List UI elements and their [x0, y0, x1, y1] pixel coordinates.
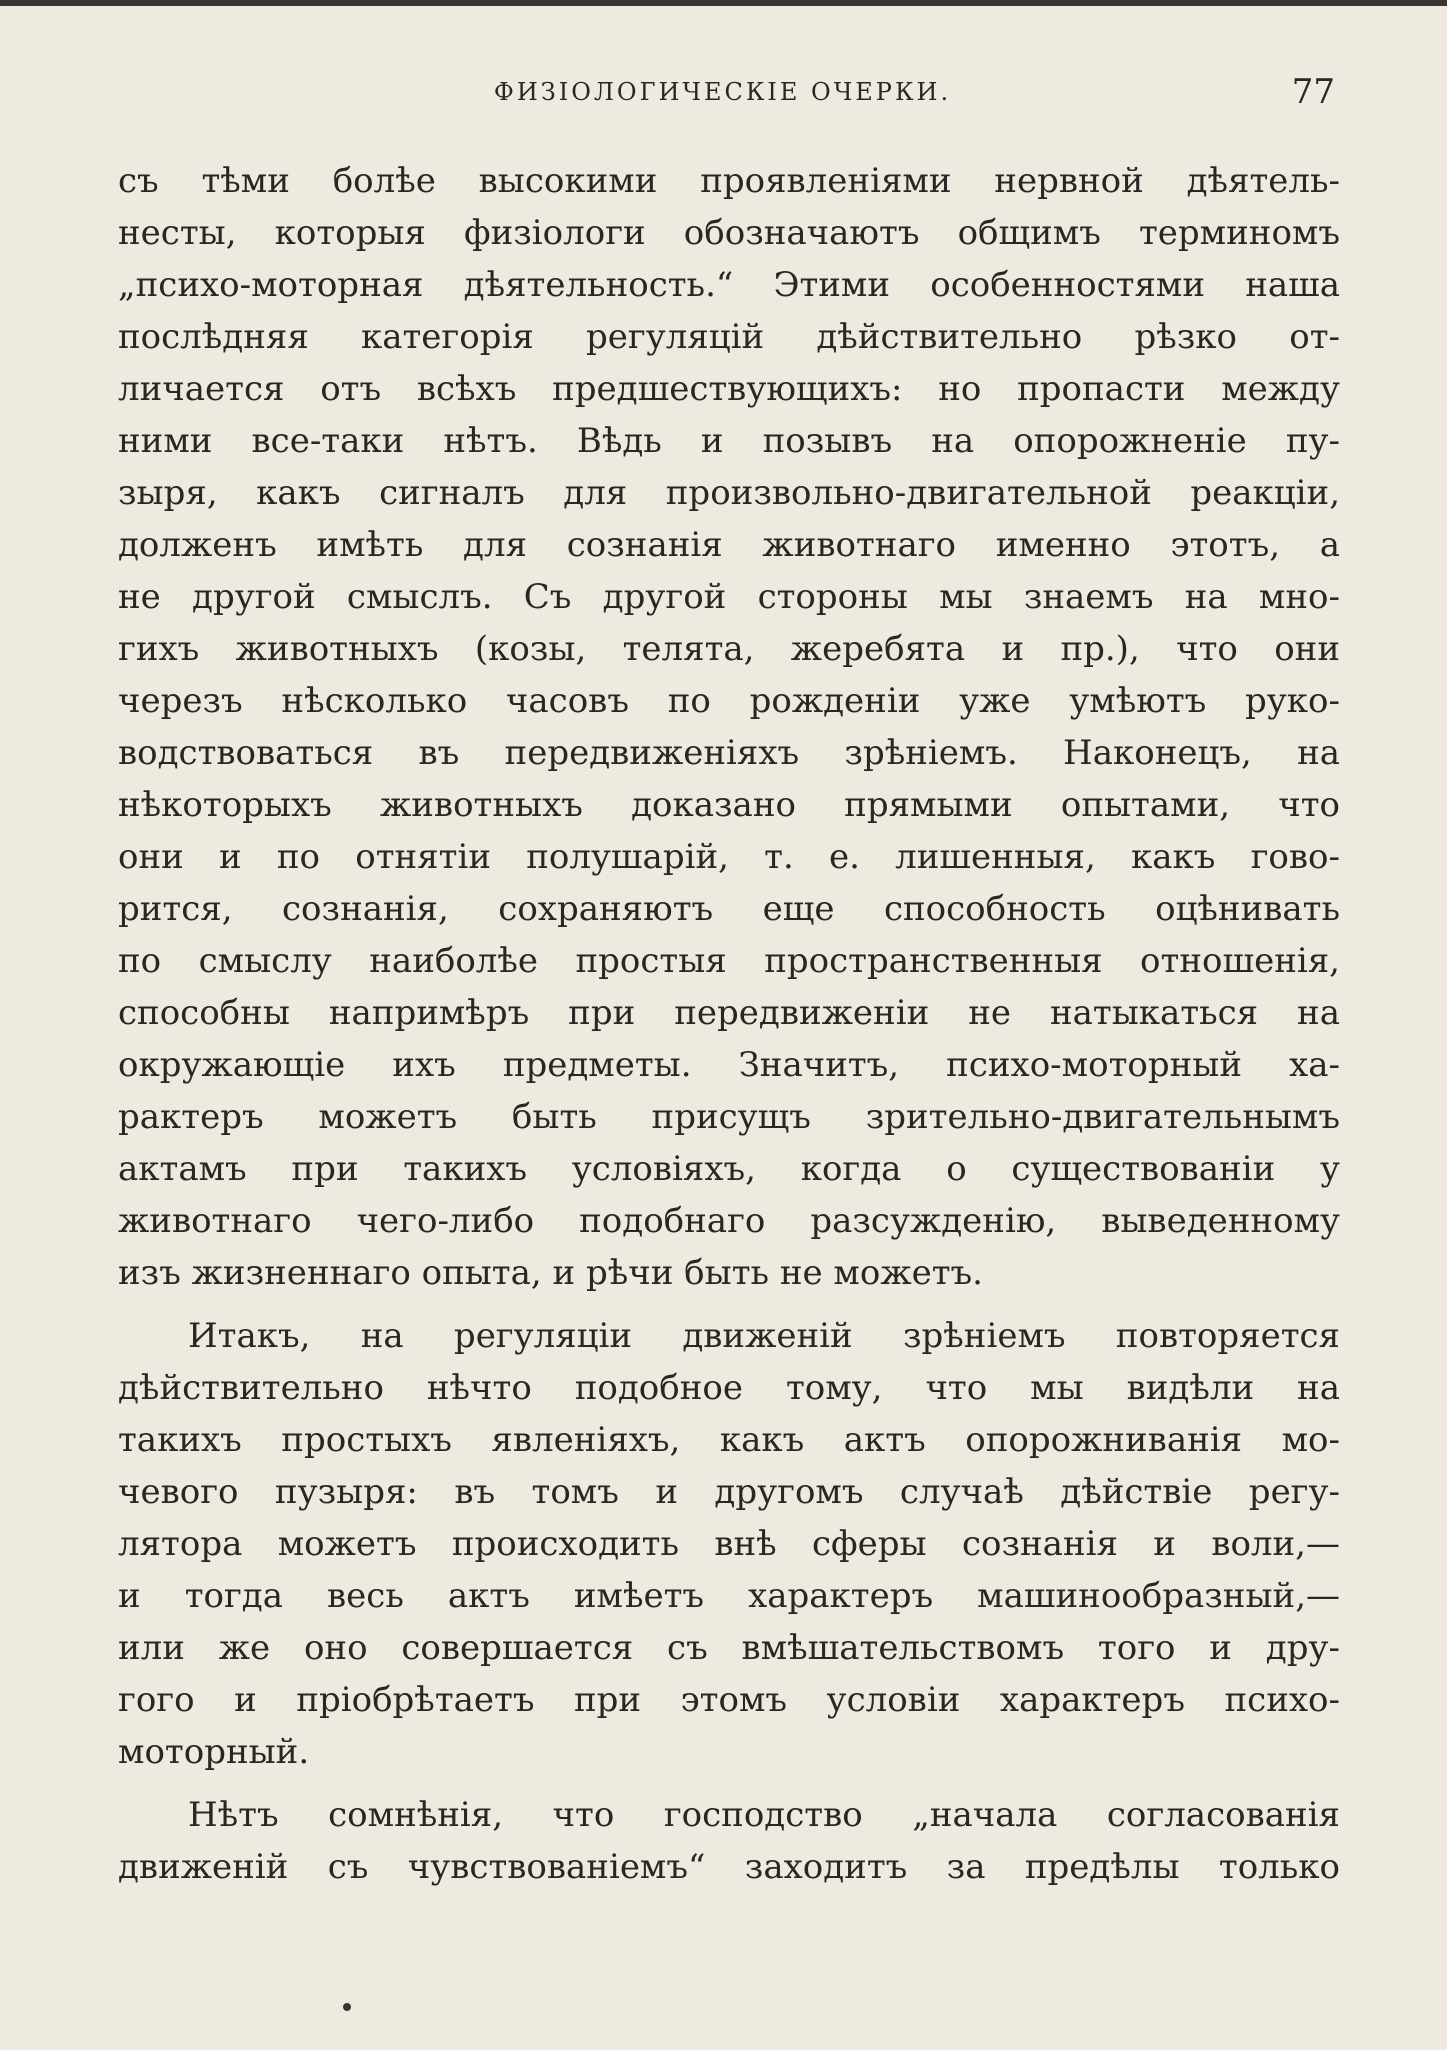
text-line: Итакъ, на регуляціи движеній зрѣніемъ повторяется [188, 1316, 1340, 1356]
page-number: 77 [1291, 72, 1335, 112]
text-line: водствоваться въ передвиженіяхъ зрѣніемъ. Наконецъ, на [118, 733, 1340, 773]
text-line: лятора можетъ происходить внѣ сферы сознанія и воли,— [118, 1524, 1340, 1564]
text-line: послѣдняя категорія регуляцій дѣйствительно рѣзко от- [118, 317, 1340, 357]
text-line: такихъ простыхъ явленіяхъ, какъ актъ опорожниванія мо- [118, 1420, 1340, 1460]
text-line: и тогда весь актъ имѣетъ характеръ машинообразный,— [118, 1576, 1340, 1616]
text-line: гихъ животныхъ (козы, телята, жеребята и пр.), что они [118, 629, 1340, 669]
paragraph-gap [118, 1299, 1340, 1310]
text-line: ними все-таки нѣтъ. Вѣдь и позывъ на опорожненіе пу- [118, 421, 1340, 461]
text-line: по смыслу наиболѣе простыя пространственныя отношенія, [118, 941, 1340, 981]
text-line: Нѣтъ сомнѣнія, что господство „начала согласованія [188, 1795, 1340, 1835]
text-line: изъ жизненнаго опыта, и рѣчи быть не можетъ. [118, 1253, 983, 1293]
text-line: движеній съ чувствованіемъ“ заходитъ за предѣлы только [118, 1847, 1340, 1887]
text-line: актамъ при такихъ условіяхъ, когда о существованіи у [118, 1149, 1340, 1189]
text-line: черезъ нѣсколько часовъ по рожденіи уже умѣютъ руко- [118, 681, 1340, 721]
text-line: несты, которыя физіологи обозначаютъ общимъ терминомъ [118, 213, 1340, 253]
text-line: „психо-моторная дѣятельность.“ Этими особенностями наша [118, 265, 1340, 305]
text-line: они и по отнятіи полушарій, т. е. лишенныя, какъ гово- [118, 837, 1340, 877]
running-title: ФИЗІОЛОГИЧЕСКІЕ ОЧЕРКИ. [493, 78, 952, 106]
body-text [118, 155, 1340, 1893]
top-border-rule [0, 0, 1447, 6]
text-line: рится, сознанія, сохраняютъ еще способность оцѣнивать [118, 889, 1340, 929]
paragraph-gap [118, 1778, 1340, 1789]
text-line: животнаго чего-либо подобнаго разсужденію, выведенному [118, 1201, 1340, 1241]
running-header [110, 72, 1335, 112]
ink-speck [343, 2003, 351, 2011]
text-line: нѣкоторыхъ животныхъ доказано прямыми опытами, что [118, 785, 1340, 825]
text-line: долженъ имѣть для сознанія животнаго именно этотъ, а [118, 525, 1340, 565]
text-line: рактеръ можетъ быть присущъ зрительно-двигательнымъ [118, 1097, 1340, 1137]
text-line: моторный. [118, 1732, 310, 1772]
text-line: зыря, какъ сигналъ для произвольно-двигательной реакціи, [118, 473, 1340, 513]
text-line: гого и пріобрѣтаетъ при этомъ условіи характеръ психо- [118, 1680, 1340, 1720]
text-line: съ тѣми болѣе высокими проявленіями нервной дѣятель- [118, 161, 1340, 201]
text-line: личается отъ всѣхъ предшествующихъ: но пропасти между [118, 369, 1340, 409]
text-line: чевого пузыря: въ томъ и другомъ случаѣ дѣйствіе регу- [118, 1472, 1340, 1512]
text-line: способны напримѣръ при передвиженіи не натыкаться на [118, 993, 1340, 1033]
text-line: окружающіе ихъ предметы. Значитъ, психо-моторный ха- [118, 1045, 1340, 1085]
text-line: дѣйствительно нѣчто подобное тому, что мы видѣли на [118, 1368, 1340, 1408]
text-line: или же оно совершается съ вмѣшательствомъ того и дру- [118, 1628, 1340, 1668]
text-line: не другой смыслъ. Съ другой стороны мы знаемъ на мно- [118, 577, 1340, 617]
